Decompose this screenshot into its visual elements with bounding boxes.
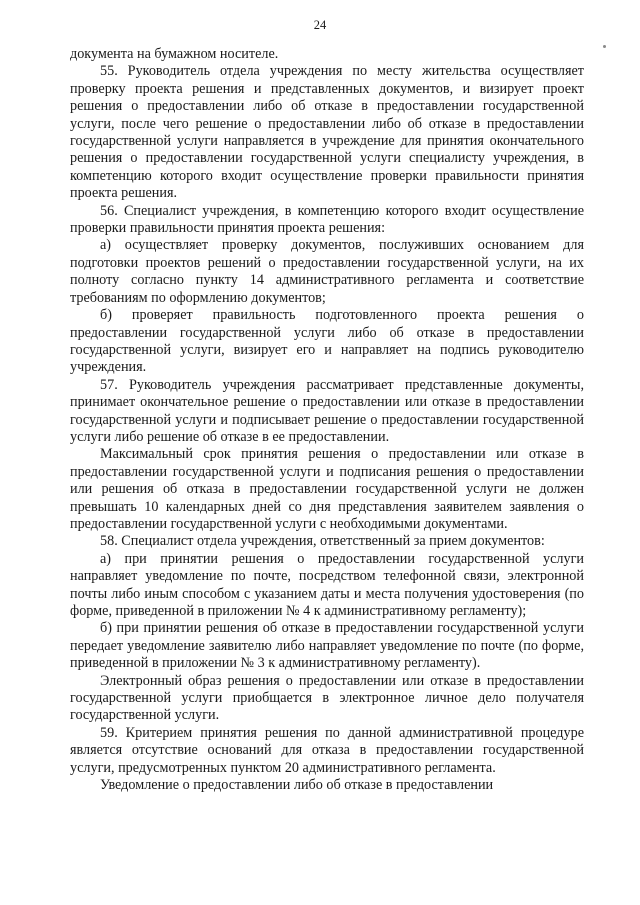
paragraph-55: 55. Руководитель отдела учреждения по месту жительства осуществляет проверку проекта решения и представленных документов, и визирует проект решения о предоставлении либо об отказе в предоставлении государственной услуги, после чего решение о предоставлении либо об отказе в предоставлении государственной услуги направляется в учреждение для принятия окончательного решения о предоставлении государственной услуги специалисту учреждения, в компетенцию которого входит осуществление проверки правильности принятия проекта решения. [70,63,584,202]
paragraph-58: 58. Специалист отдела учреждения, ответственный за прием документов: [100,533,545,550]
paragraph-electronic-image: Электронный образ решения о предоставлении или отказе в предоставлении государственной услуги приобщается в электронное личное дело получателя государственной услуги. [70,672,584,724]
paragraph-max-term: Максимальный срок принятия решения о предоставлении или отказе в предоставлении государственной услуги и подписания решения о предоставлении или решения об отказа в предоставлении государственной услуги не должен превышать 10 календарных дней со дня представления заявителем заявления о предоставлении государственной услуги с необходимыми документами. [70,446,584,532]
paragraph-58-b: б) при принятии решения об отказе в предоставлении государственной услуги передает уведомление заявителю либо направляет уведомление по почте (по форме, приведенной в приложении № 3 к административному регламенту). [70,620,584,672]
page-number: 24 [313,18,327,32]
paragraph-59: 59. Критерием принятия решения по данной административной процедуре является отсутствие оснований для отказа в предоставлении государственной услуги, предусмотренных пунктом 20 административного регламента. [70,724,584,776]
paragraph-56-b: б) проверяет правильность подготовленного проекта решения о предоставлении государственной услуги либо об отказе в предоставлении государственной услуги, визирует его и направляет на подпись руководителю учреждения. [70,307,584,376]
paragraph-56-a: а) осуществляет проверку документов, послуживших основанием для подготовки проектов решений о предоставлении государственной услуги, на их полноту согласно пункту 14 административного регламента и соответствие требованиям по оформлению документов; [70,237,584,306]
paragraph-continuation: документа на бумажном носителе. [70,46,279,62]
paragraph-56: 56. Специалист учреждения, в компетенцию которого входит осуществление проверки правильности принятия проекта решения: [70,202,584,237]
paragraph-58-a: а) при принятии решения о предоставлении государственной услуги направляет уведомление по почте, посредством телефонной связи, электронной почты либо иным способом с указанием даты и места получения удостоверения (по форме, приведенной в приложении № 4 к административному регламенту); [70,550,584,619]
scan-speck [603,45,606,48]
paragraph-notification: Уведомление о предоставлении либо об отказе в предоставлении [100,777,494,794]
document-body [70,46,584,794]
paragraph-57: 57. Руководитель учреждения рассматривает представленные документы, принимает окончательное решение о предоставлении или отказе в предоставлении государственной услуги и подписывает решение о предоставлении государственной услуги либо решение об отказе в ее предоставлении. [70,376,584,445]
